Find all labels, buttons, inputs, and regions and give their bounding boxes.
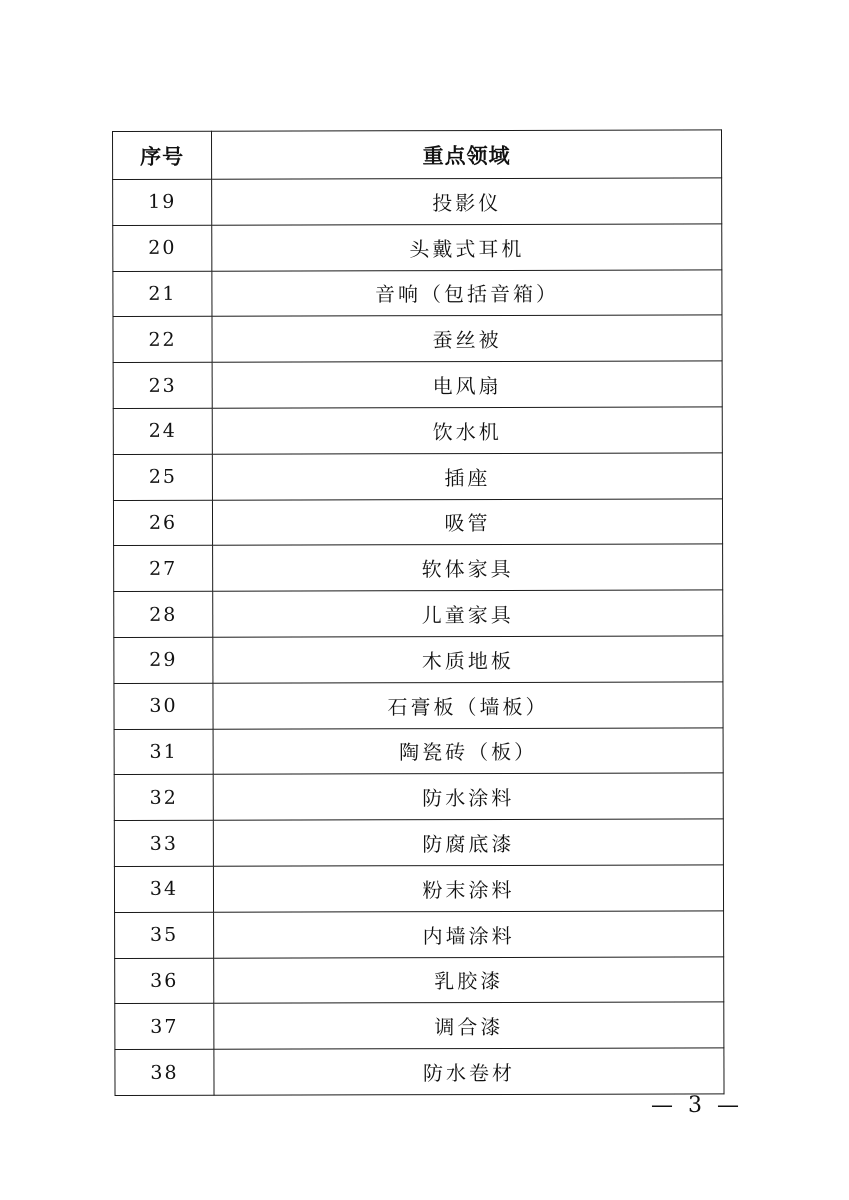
field-name-cell: 陶瓷砖（板） bbox=[213, 727, 723, 774]
table-row bbox=[115, 1048, 724, 1095]
table-row bbox=[114, 727, 723, 774]
key-fields-table bbox=[112, 129, 725, 1096]
field-name-cell: 儿童家具 bbox=[213, 590, 723, 637]
table-row bbox=[113, 269, 722, 316]
field-name-cell: 投影仪 bbox=[212, 178, 722, 225]
field-name-cell: 蚕丝被 bbox=[212, 315, 722, 362]
field-name-cell: 粉末涂料 bbox=[213, 865, 723, 912]
row-number-cell: 38 bbox=[115, 1049, 214, 1095]
table-row bbox=[113, 315, 722, 362]
field-name-cell: 防水卷材 bbox=[214, 1048, 724, 1095]
column-header-field: 重点领域 bbox=[212, 130, 722, 179]
column-header-number: 序号 bbox=[113, 131, 212, 179]
table-row bbox=[114, 773, 723, 820]
table-row bbox=[114, 590, 723, 637]
field-name-cell: 调合漆 bbox=[214, 1002, 724, 1049]
row-number-cell: 37 bbox=[115, 1004, 214, 1050]
table-row bbox=[113, 224, 722, 271]
field-name-cell: 音响（包括音箱） bbox=[212, 269, 722, 316]
row-number-cell: 35 bbox=[115, 912, 214, 958]
table-row bbox=[113, 407, 722, 454]
field-name-cell: 防水涂料 bbox=[213, 773, 723, 820]
field-name-cell: 插座 bbox=[212, 453, 722, 500]
row-number-cell: 26 bbox=[113, 500, 212, 546]
row-number-cell: 22 bbox=[113, 317, 212, 363]
table-row bbox=[115, 956, 724, 1003]
page-number: — 3 — bbox=[651, 1093, 743, 1118]
field-name-cell: 内墙涂料 bbox=[214, 911, 724, 958]
row-number-cell: 36 bbox=[115, 958, 214, 1004]
row-number-cell: 25 bbox=[113, 454, 212, 500]
field-name-cell: 木质地板 bbox=[213, 636, 723, 683]
table-body bbox=[113, 178, 724, 1096]
row-number-cell: 30 bbox=[114, 683, 213, 729]
field-name-cell: 饮水机 bbox=[212, 407, 722, 454]
table-header-row bbox=[113, 130, 722, 180]
table-row bbox=[114, 865, 723, 912]
row-number-cell: 23 bbox=[113, 362, 212, 408]
table-row bbox=[113, 498, 722, 545]
field-name-cell: 软体家具 bbox=[213, 544, 723, 591]
row-number-cell: 34 bbox=[114, 866, 213, 912]
field-name-cell: 防腐底漆 bbox=[213, 819, 723, 866]
table-row bbox=[113, 453, 722, 500]
table-row bbox=[115, 1002, 724, 1049]
table-row bbox=[114, 544, 723, 591]
table-row bbox=[114, 819, 723, 866]
row-number-cell: 19 bbox=[113, 179, 212, 225]
table-row bbox=[114, 682, 723, 729]
field-name-cell: 头戴式耳机 bbox=[212, 224, 722, 271]
table-row bbox=[114, 636, 723, 683]
row-number-cell: 24 bbox=[113, 408, 212, 454]
row-number-cell: 28 bbox=[114, 591, 213, 637]
row-number-cell: 21 bbox=[113, 271, 212, 317]
field-name-cell: 电风扇 bbox=[212, 361, 722, 408]
table-row bbox=[115, 911, 724, 958]
row-number-cell: 31 bbox=[114, 729, 213, 775]
row-number-cell: 29 bbox=[114, 637, 213, 683]
table-row bbox=[113, 178, 722, 225]
field-name-cell: 乳胶漆 bbox=[214, 956, 724, 1003]
field-name-cell: 吸管 bbox=[212, 498, 722, 545]
field-name-cell: 石膏板（墙板） bbox=[213, 682, 723, 729]
row-number-cell: 20 bbox=[113, 225, 212, 271]
row-number-cell: 33 bbox=[114, 820, 213, 866]
row-number-cell: 27 bbox=[114, 546, 213, 592]
table-row bbox=[113, 361, 722, 408]
row-number-cell: 32 bbox=[114, 775, 213, 821]
